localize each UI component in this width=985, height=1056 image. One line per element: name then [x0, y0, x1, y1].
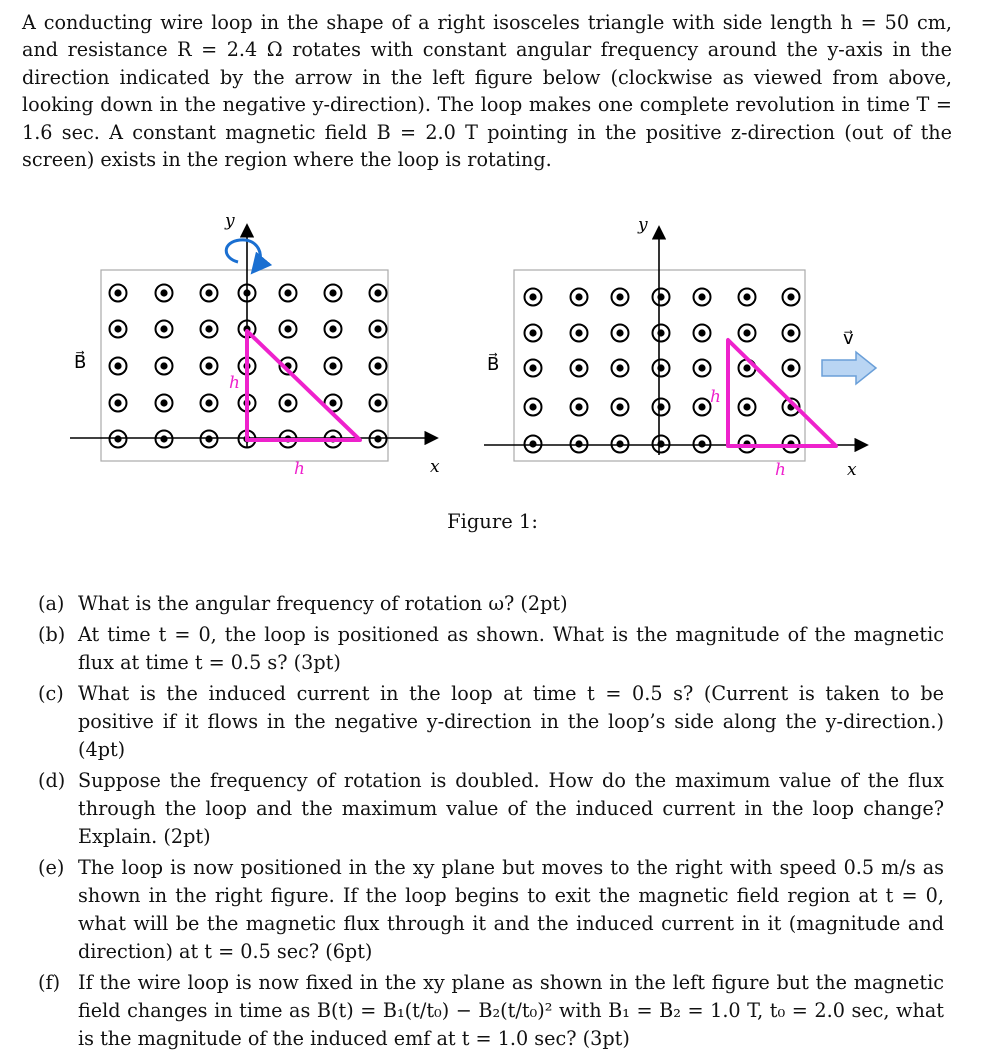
question-list [38, 590, 944, 1056]
field-label-right: B⃗ [487, 354, 500, 375]
triangle-loop-left [247, 331, 360, 440]
field-dot-center [529, 293, 536, 300]
field-dot-center [575, 293, 582, 300]
field-dot-center [114, 399, 121, 406]
field-dot-center [205, 325, 212, 332]
field-dot-center [616, 329, 623, 336]
side-label-vertical-right: h [710, 387, 721, 407]
field-dot-center [374, 435, 381, 442]
intro-paragraph: A conducting wire loop in the shape of a right isosceles triangle with side length h = 50 cm, and resistance R = 2.4 Ω rotates with constant angular frequency around the y-axis in the direction indicated by the arrow in the left figure below (clockwise as viewed from above, looking down in the negative y-direction). The loop makes one complete revolution in time T = 1.6 sec. A constant magnetic field B = 2.0 T pointing in the positive z-direction (out of the screen) exists in the region where the loop is rotating. [22, 11, 952, 172]
field-dot-center [205, 289, 212, 296]
field-dot-center [114, 325, 121, 332]
rotation-arrow-icon [226, 240, 260, 268]
field-dot-center [114, 435, 121, 442]
field-label-left: B⃗ [74, 352, 87, 373]
side-label-horizontal-left: h [294, 459, 305, 479]
field-dot-center [160, 399, 167, 406]
question-label: (a) [38, 592, 65, 615]
field-dot-center [284, 399, 291, 406]
question-f [38, 969, 944, 1053]
question-d [38, 767, 944, 851]
field-dot-center [160, 435, 167, 442]
field-dot-center [205, 362, 212, 369]
field-dot-center [698, 440, 705, 447]
question-label: (d) [38, 769, 66, 792]
field-dot-center [575, 403, 582, 410]
field-dot-center [743, 403, 750, 410]
field-dot-center [374, 399, 381, 406]
question-text: The loop is now positioned in the xy plane but moves to the right with speed 0.5 m/s as shown in the right figure. If the loop begins to exit the magnetic field region at t = 0, what will be the magnetic flux through it and the induced current in it (magnitude and direction) at t = 0.5 sec? (6pt) [78, 856, 944, 963]
field-dot-center [743, 293, 750, 300]
field-dot-center [205, 435, 212, 442]
field-dot-center [616, 403, 623, 410]
field-dot-center [529, 364, 536, 371]
field-dot-center [114, 362, 121, 369]
field-dot-center [160, 289, 167, 296]
field-dot-center [160, 362, 167, 369]
question-label: (c) [38, 682, 64, 705]
field-dot-center [698, 293, 705, 300]
x-axis-label-right: x [847, 460, 857, 480]
figure-caption: Figure 1: [447, 510, 538, 533]
field-dot-center [374, 362, 381, 369]
field-dot-center [160, 325, 167, 332]
question-label: (f) [38, 971, 61, 994]
field-dot-center [284, 289, 291, 296]
question-text: At time t = 0, the loop is positioned as shown. What is the magnitude of the magnetic flux at time t = 0.5 s? (3pt) [78, 623, 944, 674]
field-dot-center [374, 289, 381, 296]
field-dot-center [575, 364, 582, 371]
field-dot-center [616, 364, 623, 371]
field-dot-center [329, 399, 336, 406]
field-dot-center [329, 289, 336, 296]
side-label-vertical-left: h [229, 373, 240, 393]
triangle-loop-right [728, 340, 836, 446]
y-axis-label-left: y [225, 211, 235, 231]
field-dot-center [616, 440, 623, 447]
question-label: (b) [38, 623, 66, 646]
question-e [38, 854, 944, 966]
question-text: Suppose the frequency of rotation is doubled. How do the maximum value of the flux through the loop and the maximum value of the induced current in the loop change? Explain. (2pt) [78, 769, 944, 848]
question-a [38, 590, 944, 618]
field-dot-center [575, 329, 582, 336]
right-diagram [484, 215, 876, 480]
side-label-horizontal-right: h [775, 460, 786, 480]
field-dot-center [787, 293, 794, 300]
field-dot-center [698, 364, 705, 371]
field-dot-center [529, 440, 536, 447]
field-dot-center [787, 364, 794, 371]
velocity-label: v⃗ [843, 328, 854, 349]
y-axis-label-right: y [638, 215, 648, 235]
field-dot-center [529, 329, 536, 336]
field-dot-center [743, 329, 750, 336]
velocity-arrow-icon [822, 352, 876, 384]
field-dot-center [329, 362, 336, 369]
field-dot-center [374, 325, 381, 332]
question-text: What is the angular frequency of rotation ω? (2pt) [78, 592, 568, 615]
field-dot-center [529, 403, 536, 410]
field-dot-center [616, 293, 623, 300]
field-dot-center [743, 364, 750, 371]
question-text: What is the induced current in the loop at time t = 0.5 s? (Current is taken to be positive if it flows in the negative y-direction in the loop’s side along the y-direction.) (4pt) [78, 682, 944, 761]
field-dot-center [575, 440, 582, 447]
field-dot-center [205, 399, 212, 406]
x-axis-label-left: x [430, 457, 440, 477]
question-label: (e) [38, 856, 65, 879]
question-b [38, 621, 944, 677]
field-dot-center [329, 325, 336, 332]
field-dot-center [284, 325, 291, 332]
question-text: If the wire loop is now fixed in the xy plane as shown in the left figure but the magnetic field changes in time as B(t) = B₁(t/t₀) − B₂(t/t₀)² with B₁ = B₂ = 1.0 T, t₀ = 2.0 sec, what is the magnitude of the induced emf at t = 1.0 sec? (3pt) [78, 971, 944, 1050]
field-dot-center [698, 329, 705, 336]
field-dot-center [698, 403, 705, 410]
field-dot-center [114, 289, 121, 296]
question-c [38, 680, 944, 764]
field-dot-center [787, 329, 794, 336]
left-diagram [70, 211, 440, 479]
